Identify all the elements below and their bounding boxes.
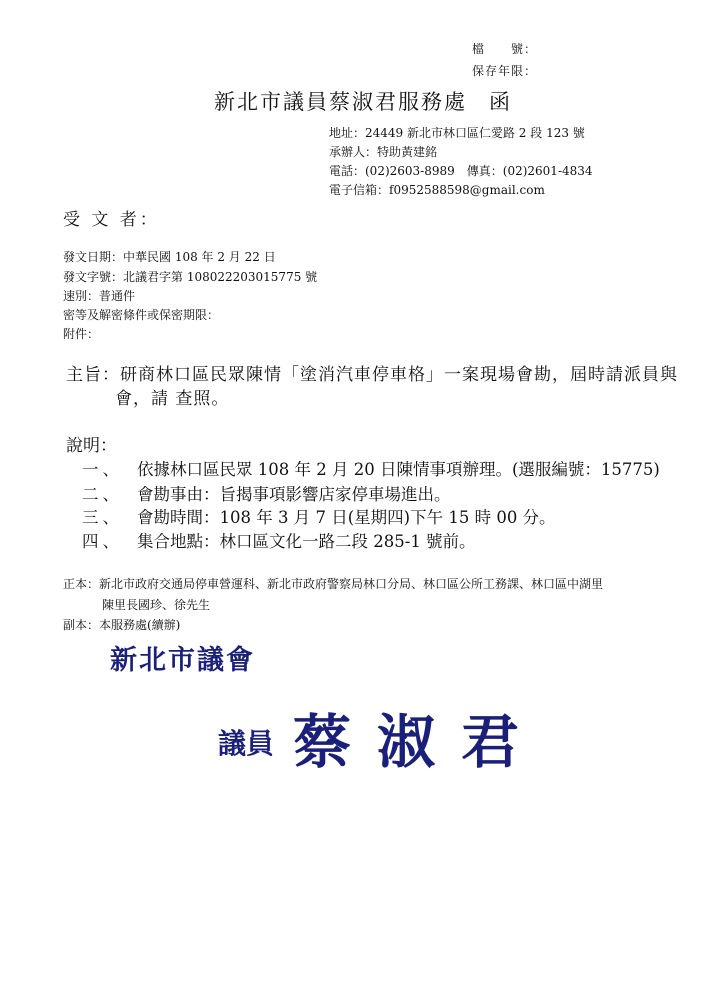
- recipient-label: 受 文 者：: [63, 210, 160, 230]
- office-name: 新北市議員蔡淑君服務處: [214, 90, 467, 114]
- item-number: 二、: [82, 485, 123, 504]
- explanation-item: [82, 481, 451, 505]
- item-text: 會勘時間：108 年 3 月 7 日(星期四)下午 15 時 00 分。: [137, 508, 556, 527]
- item-number: 三、: [82, 508, 123, 527]
- item-number: 一、: [82, 460, 123, 479]
- subject-line-2: 會，請 查照。: [115, 389, 230, 409]
- explanation-item: [82, 504, 556, 528]
- document-kind: 函: [489, 90, 512, 114]
- council-seal-text: 新北市議會: [110, 645, 255, 676]
- issue-date: 發文日期：中華民國 108 年 2 月 22 日: [63, 250, 276, 264]
- attachment: 附件：: [63, 327, 100, 341]
- contact-address: 地址：24449 新北市林口區仁愛路 2 段 123 號: [329, 126, 585, 140]
- subject-line-1: 主旨：研商林口區民眾陳情「塗消汽車停車格」一案現場會勘，屆時請派員與: [66, 365, 678, 385]
- file-number-label: 檔 號：: [472, 42, 538, 56]
- item-number: 四、: [82, 532, 123, 551]
- explanation-heading: 說明：: [66, 436, 117, 456]
- councilor-title-seal: 議員: [218, 727, 275, 760]
- explanation-item: [82, 456, 660, 480]
- document-title: [214, 86, 512, 116]
- item-text: 依據林口區民眾 108 年 2 月 20 日陳情事項辦理。(選服編號：15775): [137, 460, 660, 479]
- contact-phone-fax: 電話：(02)2603-8989 傳真：(02)2601-4834: [329, 164, 593, 178]
- primary-recipients-line-2: 陳里長國珍、徐先生: [102, 598, 211, 612]
- councilor-name-seal: 蔡淑君: [293, 708, 546, 776]
- security-level: 密等及解密條件或保密期限：: [63, 308, 220, 322]
- primary-recipients-line-1: 正本：新北市政府交通局停車營運科、新北市政府警察局林口分局、林口區公所工務課、林口區中湖里: [63, 577, 604, 591]
- explanation-item: [82, 528, 476, 552]
- delivery-speed: 速別：普通件: [63, 289, 136, 303]
- item-text: 集合地點：林口區文化一路二段 285-1 號前。: [137, 532, 476, 551]
- contact-email: 電子信箱：f0952588598@gmail.com: [329, 183, 545, 197]
- item-text: 會勘事由：旨揭事項影響店家停車場進出。: [137, 485, 451, 504]
- copy-recipients: 副本：本服務處(續辦): [63, 618, 181, 632]
- retention-period-label: 保存年限：: [472, 64, 538, 78]
- document-number: 發文字號：北議君字第 108022203015775 號: [63, 270, 318, 284]
- contact-handler: 承辦人：特助黃建銘: [329, 145, 438, 159]
